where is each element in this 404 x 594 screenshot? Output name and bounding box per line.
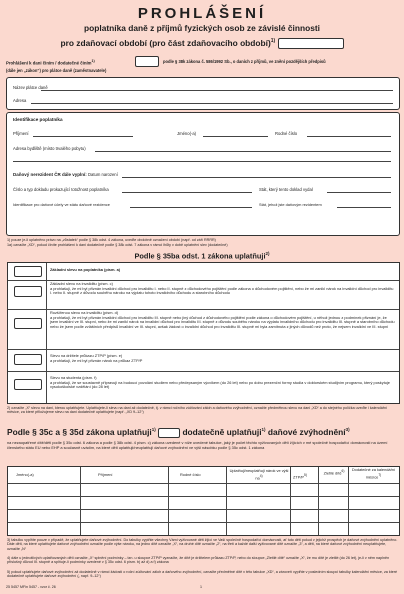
address-label: Adresa bydliště (místo trvalého pobytu)	[13, 146, 86, 151]
col-ztpp: ZTP/$P^{5)}$	[293, 473, 307, 480]
birth-number-label: Rodné číslo	[275, 131, 298, 136]
row-disability-extended: Rozšířenou slevu na invaliditu (písm. d) a prohlašuji, že mi byl přiznán invalidní důchod pro invaliditu III. stupně nebo jiný důchod z důchodového pojištění podle zákona o důchodovém pojištění, u něhož jednou z podmínek přiznání je, že jsem invalidní ve III. stupni, nebo že mi zanikl nárok na invalidní důchod pro invaliditu III. stupně z důvodu souběhu nároku na výplatu invalidního důchodu pro invaliditu III. stupně a starobního důchodu nebo že jsem podle zvláštních předpisů invalidní ve III. stupni, avšak žádost o invalidní důchod pro invaliditu III. stupně mi byla zamítnuta z jiných důvodů než proto, že nejsem invalidní ve III. stupni	[50, 310, 395, 329]
row-student: Slevu na studenta (písm. f) a prohlašuji, že se soustavně připravuji na budoucí povolání studiem nebo předepsaným výcvikem (do 26 let) nebo po dobu prezenční formy studia v doktorském studijním programu, který poskytuje vysokoškolské vzdělání (do 28 let)	[50, 375, 390, 390]
section-35c-intro: na nezaopatřené dítě/děti podle § 35c odst. 6 zákona a podle § 38k odst. 4 písm. c) zákona uvedené v níže uvedené tabulce, jaký je počet těchto vyživovaných dětí žijících v mé společně hospodařící domácnosti na území členského státu EU nebo EHP a současně uvádím, na které děti uplatňuji/neuplatňuji daňové zvýhodnění ve výši násobku podle § 35c odst. 1 zákona	[7, 440, 388, 450]
table-row[interactable]	[8, 509, 399, 510]
ztpp-box[interactable]	[14, 354, 42, 365]
form-title: PROHLÁŠENÍ	[137, 5, 267, 22]
row-ztpp: Slevu na držitele průkazu ZTP/P (písm. e) a prohlašuji, že mi byl přiznán nárok na průkaz ZTP/P	[50, 353, 143, 363]
col-adult-child: Zletilé dítě$^{6)}$	[323, 469, 345, 476]
row-basic-taxpayer: Základní slevu na poplatníka (písm. a)	[50, 267, 121, 272]
footnote-1a: 1a) označte „XD“, pokud činíte prohlášení k dani dodatečně podle § 38k odst. 7 zákona v rámci lhůty v době uplatnění slev (dodatečné)	[7, 243, 228, 247]
document-state-label: Stát, který tento doklad vydal	[259, 187, 313, 192]
taxpayer-box	[6, 112, 400, 236]
payer-name-label: Název plátce daně	[13, 85, 48, 90]
declaration-mark-box[interactable]	[135, 56, 159, 67]
footnote-4: 4) dále u jednotlivých uplatňovaných dětí označte „X“ splnění podmínky – tzn. u sloupce ZTP/P vyznačte, že dítě je držitelem průkazu ZTP/P, nebo do sloupce „Zletilé dítě“ označte „X“, že mu dítě je zletilé (do 26 let), je-li v něm naplněn příslušný důvod III. stupně a splňuje-li podmínky uvedené v § 35c odst. 6 písm. b) až d) a f) zákona	[7, 556, 390, 565]
table-row[interactable]	[8, 483, 399, 484]
declaration-law-ref-2: (dále jen „zákon“) pro plátce daně (zaměstnavatele)	[6, 68, 107, 73]
payer-address-label: Adresa	[13, 98, 27, 103]
col-firstname: Jméno(-a)	[16, 472, 34, 477]
footnote-5: 5) pokud uplatňujete daňové zvýhodnění až dodatečně v rámci žádosti o roční zúčtování záloh a daňového zvýhodnění, označte předmětné dítě v této tabulce „XD“, a zároveň vyplňte v posledním sloupci tabulky kalendářní měsíce, za které dodatečně uplatňujete daňové zvýhodnění („ např. 9–12“)	[7, 570, 398, 579]
table-row[interactable]	[8, 496, 399, 497]
form-subtitle: poplatníka daně z příjmů fyzických osob ze závislé činnosti	[84, 23, 320, 33]
row-disability-basic: Základní slevu na invaliditu (písm. c) a prohlašuji, že mi byl přiznán invalidní důchod pro invaliditu I. nebo II. stupně z důchodového pojištění podle zákona o důchodovém pojištění, nebo že mi zanikl nárok na invalidní důchod pro invaliditu I. nebo II. stupně z důvodu souběhu nároku na výplatu tohoto invalidního důchodu a starobního důchodu	[50, 281, 394, 296]
residence-state-label: Stát, jehož jste daňovým rezidentem	[259, 202, 322, 207]
col-months: Dodatečné za kalendářní měsíce$^{7)}$	[351, 467, 396, 479]
form-period-line: pro zdaňovací období (pro část zdaňovacího období)$^{1)}$	[0, 37, 404, 49]
basic-discount-box[interactable]	[14, 266, 42, 277]
footnote-3: 3) tabulku vyplňte pouze v případě, že uplatňujete daňové zvýhodnění. Do tabulky vyplňte všechny Vámi vyživované děti žijící ve Vaší společně hospodařící domácnosti, ať tuto děti pokud v jejichž prospěch je daňové zvýhodnění uplatněno. Dále děti, na které uplatňujete daňové zvýhodnění označte podle výše nároku, na jedno dítě označte „X“, na druhé dítě označte „2“, na třetí a každé další vyživované dítě označte „3“, a děti, na které daňové zvýhodnění neuplatňujete, označte „N“	[7, 538, 398, 551]
children-table	[7, 466, 400, 536]
student-box[interactable]	[14, 379, 42, 390]
footnote-1: 1) pouze je-li uplatněno právo na „zůstatek“ podle § 38k odst. 4 zákona, uveďte obdobně označení období (např. od září RRRR)	[7, 238, 216, 242]
col-claim-level: Uplatňuji/neuplatňuji nárok ve výši $na^{4)}$	[229, 468, 289, 480]
form-code: 25 5457 MFin 5457 - vzor č. 26	[6, 585, 56, 589]
period-input[interactable]	[278, 38, 344, 49]
firstname-label: Jméno(-a)	[177, 131, 197, 136]
nonresident-heading: Daňový nerezident ČR dále vyplní:	[13, 172, 87, 177]
claim-mark-box[interactable]	[158, 428, 180, 438]
footnote-2: 2) označte „X“ slevu na dani, kterou uplatňujete. Uplatňujete-li slevu na dani až dodatečně, tj. v rámci ročního zúčtování záloh a daňového zvýhodnění, označte předmětnou slevu na dani „XD“ a do stejného políčka uveďte i kalendářní měsíce, za které přiložujeme slevu na dani dodatečně uplatňujete (např. „XD 9–12“)	[7, 406, 388, 415]
birth-date-label: Datum narození	[88, 172, 118, 177]
disability-basic-box[interactable]	[14, 286, 42, 297]
disability-extended-box[interactable]	[14, 318, 42, 329]
declaration-label: Prohlášení k dani činím / dodatečné činím$^{1)}$	[6, 59, 95, 66]
tax-id-label: Identifikace pro daňové účely ve státu daňové rezidence	[13, 202, 110, 207]
section-35ba-title: Podle § 35ba odst. 1 zákona uplatňuji$^{2)}$	[134, 251, 270, 261]
col-birth-number: Rodné číslo	[180, 472, 201, 477]
section-35c-title: Podle § 35c a § 35d zákona uplatňuji$^{1)}$ dodatečně uplatňuji$^{1)}$ daňové zvýhodnění$^{3)}$	[7, 427, 350, 437]
document-number-label: Číslo a typ dokladu prokazující totožnost poplatníka	[13, 187, 109, 192]
page-number: 1	[200, 585, 202, 589]
surname-label: Příjmení	[13, 131, 29, 136]
taxpayer-heading: Identifikace poplatníka	[13, 117, 63, 122]
table-row[interactable]	[8, 522, 399, 523]
payer-box	[6, 77, 400, 110]
col-surname: Příjmení	[98, 472, 113, 477]
declaration-law-ref: podle § 38k zákona č. 586/1992 Sb., o daních z příjmů, ve znění pozdějších předpisů	[163, 59, 326, 64]
section-35ba-table	[7, 262, 400, 404]
